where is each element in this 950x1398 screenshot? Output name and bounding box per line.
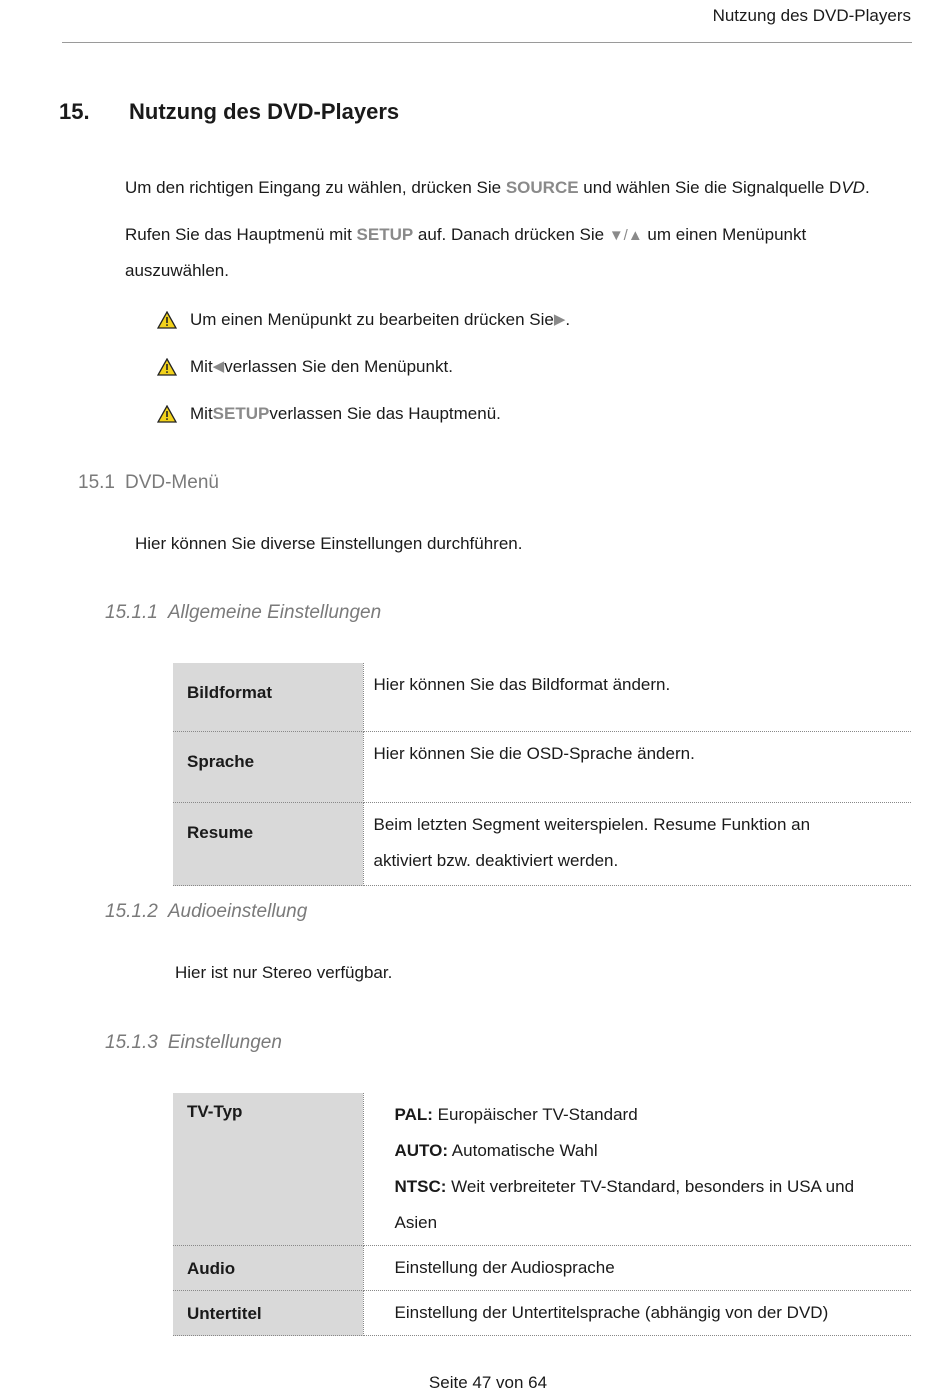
intro-text: Rufen Sie das Hauptmenü mit [125,225,357,244]
table-row [173,1246,911,1291]
tv-type-option [395,1097,892,1133]
note-text: . [565,310,571,329]
table-row [173,1291,911,1336]
running-header: Nutzung des DVD-Players [712,6,911,25]
subsection-text: Hier ist nur Stereo verfügbar. [175,963,393,982]
table-value: Hier können Sie die OSD-Sprache ändern. [363,732,911,803]
subsection-heading-15-1 [78,472,219,494]
table-value: Einstellung der Untertitelsprache (abhängig von der DVD) [363,1291,911,1336]
note-text: verlassen Sie das Hauptmenü. [269,404,501,423]
subsection-heading-15-1-1 [105,602,381,624]
table-value: Einstellung der Audiosprache [363,1246,911,1291]
intro-line-2 [125,217,806,254]
page-number: Seite 47 von 64 [428,1373,548,1392]
option-label: NTSC: [394,1177,447,1196]
subsection-number: 15.1 [78,472,115,493]
intro-text: um einen Menüpunkt [642,225,807,244]
warning-icon [157,358,177,376]
intro-text: und wählen Sie die Signalquelle D [578,178,842,197]
subsection-number: 15.1.1 [105,602,158,623]
table-key: Resume [173,803,363,886]
tv-type-option [395,1133,892,1169]
option-text: Automatische Wahl [448,1141,598,1160]
intro-italic: VD [841,178,865,197]
keyword-source: SOURCE [505,178,579,197]
subsection-heading-15-1-3 [105,1032,282,1054]
subsection-title: Allgemeine Einstellungen [167,602,382,623]
intro-line-3: auszuwählen. [125,261,229,280]
settings-table [173,1093,911,1336]
keyword-setup: SETUP [356,225,414,244]
table-row [173,1093,911,1246]
note-edit [157,308,570,332]
table-key: Bildformat [173,663,363,732]
arrow-left-icon: ◀ [212,358,225,375]
table-key: TV-Typ [173,1093,363,1246]
subsection-title: DVD-Menü [124,472,219,493]
table-key: Audio [173,1246,363,1291]
table-row [173,732,911,803]
option-label: AUTO: [394,1141,449,1160]
header-rule [62,42,912,43]
subsection-number: 15.1.3 [105,1032,158,1053]
note-exit-item [157,355,453,379]
table-value [363,1093,911,1246]
note-exit-menu [157,402,501,426]
subsection-text: Hier können Sie diverse Einstellungen durchführen. [135,534,523,553]
table-value: Beim letzten Segment weiterspielen. Resume Funktion an aktiviert bzw. deaktiviert werden. [363,803,911,886]
intro-text: Um den richtigen Eingang zu wählen, drücken Sie [125,178,506,197]
section-number: 15. [59,99,90,124]
intro-text: auf. Danach drücken Sie [413,225,609,244]
keyword-setup: SETUP [212,404,270,423]
note-text: Mit [190,404,213,423]
section-title: Nutzung des DVD-Players [129,99,400,124]
note-text: Mit [190,357,213,376]
play-right-icon: ▶ [553,311,566,328]
note-text: verlassen Sie den Menüpunkt. [224,357,453,376]
option-label: PAL: [394,1105,433,1124]
table-key: Sprache [173,732,363,803]
table-row [173,663,911,732]
subsection-number: 15.1.2 [105,901,158,922]
warning-icon [157,405,177,423]
tv-type-option [395,1169,892,1241]
intro-line-1 [125,170,870,206]
arrows-up-down-icon: ▼/▲ [608,227,643,244]
warning-icon [157,311,177,329]
table-row [173,803,911,886]
general-settings-table [173,663,911,886]
note-text: Um einen Menüpunkt zu bearbeiten drücken Sie [190,310,554,329]
subsection-title: Audioeinstellung [167,901,308,922]
table-value: Hier können Sie das Bildformat ändern. [363,663,911,732]
intro-text: . [864,178,870,197]
subsection-heading-15-1-2 [105,901,307,923]
option-text: Weit verbreiteter TV-Standard, besonders in USA und Asien [394,1177,855,1232]
table-key: Untertitel [173,1291,363,1336]
subsection-title: Einstellungen [167,1032,282,1053]
option-text: Europäischer TV-Standard [432,1105,638,1124]
